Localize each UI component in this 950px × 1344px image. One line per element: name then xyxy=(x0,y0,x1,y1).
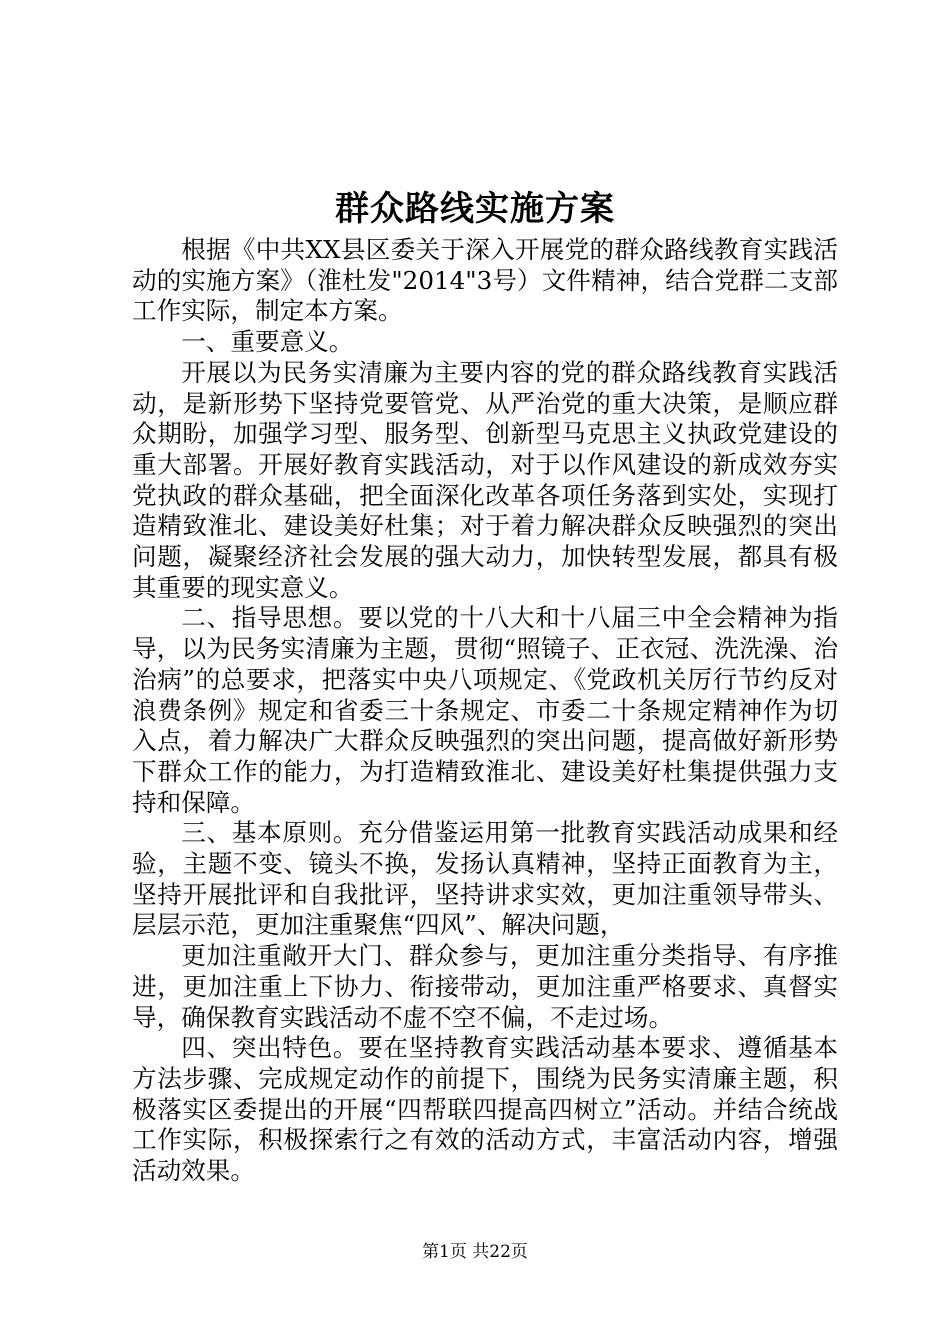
paragraph-principles: 三、基本原则。充分借鉴运用第一批教育实践活动成果和经验，主题不变、镜头不换，发扬认真精神，坚持正面教育为主，坚持开展批评和自我批评，坚持讲求实效，更加注重领导带头、层层示范，更加注重聚焦“四风”、解决问题， xyxy=(132,818,838,940)
paragraph-significance: 开展以为民务实清廉为主要内容的党的群众路线教育实践活动，是新形势下坚持党要管党、从严治党的重大决策，是顺应群众期盼，加强学习型、服务型、创新型马克思主义执政党建设的重大部署。开展好教育实践活动，对于以作风建设的新成效夯实党执政的群众基础，把全面深化改革各项任务落到实处，实现打造精致淮北、建设美好杜集；对于着力解决群众反映强烈的突出问题，凝聚经济社会发展的强大动力，加快转型发展，都具有极其重要的现实意义。 xyxy=(132,357,838,602)
paragraph-intro: 根据《中共XX县区委关于深入开展党的群众路线教育实践活动的实施方案》（淮杜发"2014"3号）文件精神，结合党群二支部工作实际，制定本方案。 xyxy=(132,235,838,326)
paragraph-principles-continued: 更加注重敞开大门、群众参与，更加注重分类指导、有序推进，更加注重上下协力、衔接带动，更加注重严格要求、真督实导，确保教育实践活动不虚不空不偏，不走过场。 xyxy=(132,941,838,1032)
paragraph-guiding-thought: 二、指导思想。要以党的十八大和十八届三中全会精神为指导，以为民务实清廉为主题，贯彻“照镜子、正衣冠、洗洗澡、治治病”的总要求，把落实中央八项规定、《党政机关厉行节约反对浪费条例》规定和省委三十条规定、市委二十条规定精神作为切入点，着力解决广大群众反映强烈的突出问题，提高做好新形势下群众工作的能力，为打造精致淮北、建设美好杜集提供强力支持和保障。 xyxy=(132,603,838,817)
page-number-footer: 第1页 共22页 xyxy=(422,1242,528,1262)
document-title: 群众路线实施方案 xyxy=(335,189,615,229)
paragraph-heading-significance: 一、重要意义。 xyxy=(181,327,354,357)
document-body xyxy=(132,235,838,1187)
paragraph-features: 四、突出特色。要在坚持教育实践活动基本要求、遵循基本方法步骤、完成规定动作的前提下，围绕为民务实清廉主题，积极落实区委提出的开展“四帮联四提高四树立”活动。并结合统战工作实际，积极探索行之有效的活动方式，丰富活动内容，增强活动效果。 xyxy=(132,1033,838,1186)
